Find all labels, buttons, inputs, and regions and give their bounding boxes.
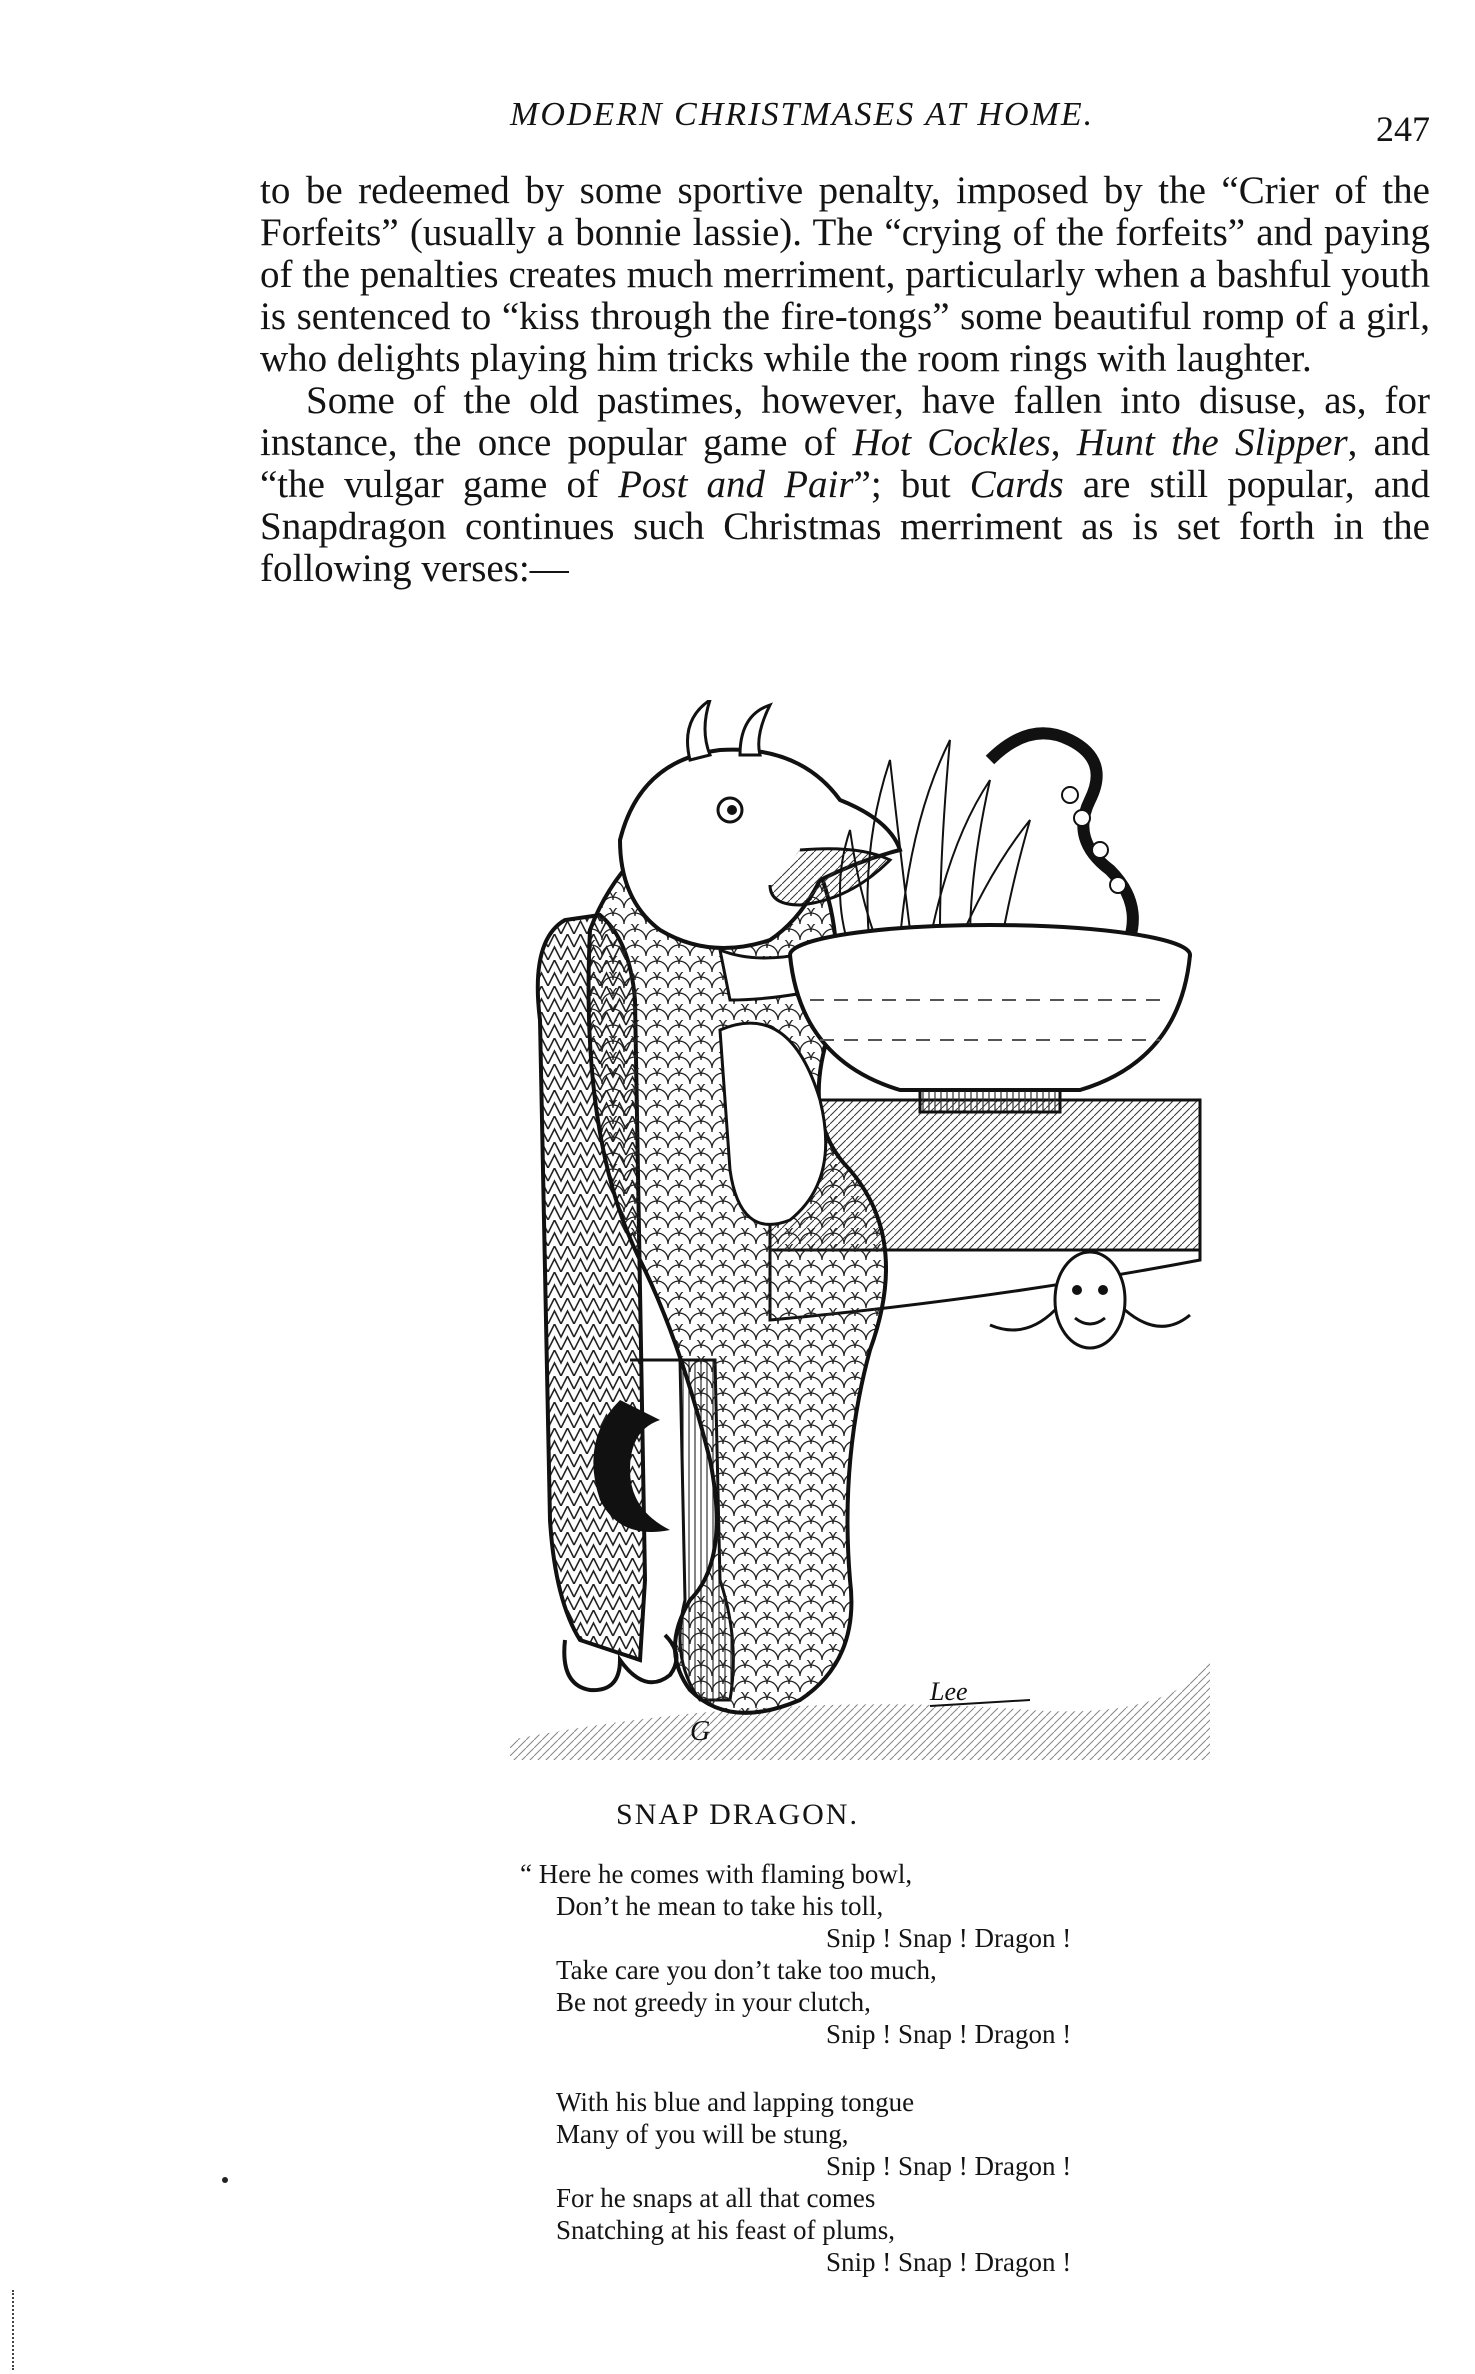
illustration-caption: SNAP DRAGON.	[616, 1798, 859, 1831]
snapdragon-illustration	[470, 700, 1230, 1760]
margin-dot	[222, 2177, 228, 2183]
dragon-engraving	[470, 700, 1230, 1760]
horn-left	[688, 700, 711, 760]
poem-line: Many of you will be stung,	[556, 2119, 849, 2149]
poem-refrain: Snip ! Snap ! Dragon !	[826, 2019, 1072, 2049]
paragraph-2-text-1: Some of the old pastimes, however, have fallen into disuse, as, for instance, the once popular game of	[260, 379, 1430, 464]
engraver-monogram: G	[690, 1716, 711, 1747]
poem-line: With his blue and lapping tongue	[556, 2087, 915, 2117]
poem-refrain: Snip ! Snap ! Dragon !	[826, 1923, 1072, 1953]
running-head: MODERN CHRISTMASES AT HOME.	[510, 96, 1095, 133]
poem-line: Be not greedy in your clutch,	[556, 1987, 871, 2017]
paragraph-2-text-3: , and “the vulgar game of	[260, 421, 1430, 506]
body-text	[260, 170, 1430, 590]
poem-stanza-2	[520, 2086, 1220, 2278]
margin-rule	[12, 2290, 14, 2370]
horn-right	[740, 705, 770, 755]
poem-line: “ Here he comes with flaming bowl,	[520, 1859, 913, 1889]
page-number: 247	[1376, 109, 1430, 149]
poem-line: Snatching at his feast of plums,	[556, 2215, 895, 2245]
game-hot-cockles: Hot Cockles	[852, 421, 1051, 464]
game-cards: Cards	[969, 463, 1064, 506]
paragraph-2	[260, 380, 1430, 590]
game-post-and-pair: Post and Pair	[618, 463, 854, 506]
poem-line: Don’t he mean to take his toll,	[556, 1891, 884, 1921]
paragraph-1: to be redeemed by some sportive penalty, imposed by the “Crier of the Forfeits” (usually a bonnie lassie). The “crying of the forfeits” and paying of the penalties creates much merriment, particularly when a bashful youth is sentenced to “kiss through the fire-tongs” some beautiful romp of a girl, who delights playing him tricks while the room rings with laughter.	[260, 169, 1430, 380]
ground-shadow	[510, 1660, 1210, 1760]
poem-line: Take care you don’t take too much,	[556, 1955, 937, 1985]
poem-line: For he snaps at all that comes	[556, 2183, 876, 2213]
poem	[520, 1858, 1220, 2314]
paragraph-2-text-5: are still popular, and Snapdragon continues such Christmas merriment as is set forth in the following verses:—	[260, 463, 1431, 590]
page-header	[260, 92, 1430, 152]
paragraph-2-text-2: ,	[1050, 421, 1077, 464]
dragon-head	[620, 750, 900, 948]
poem-refrain: Snip ! Snap ! Dragon !	[826, 2151, 1072, 2181]
poem-refrain: Snip ! Snap ! Dragon !	[826, 2247, 1072, 2277]
paragraph-2-text-4: ”; but	[853, 463, 970, 506]
artist-signature: Lee	[930, 1677, 968, 1706]
game-hunt-the-slipper: Hunt the Slipper	[1076, 421, 1348, 464]
poem-stanza-1	[520, 1858, 1220, 2050]
